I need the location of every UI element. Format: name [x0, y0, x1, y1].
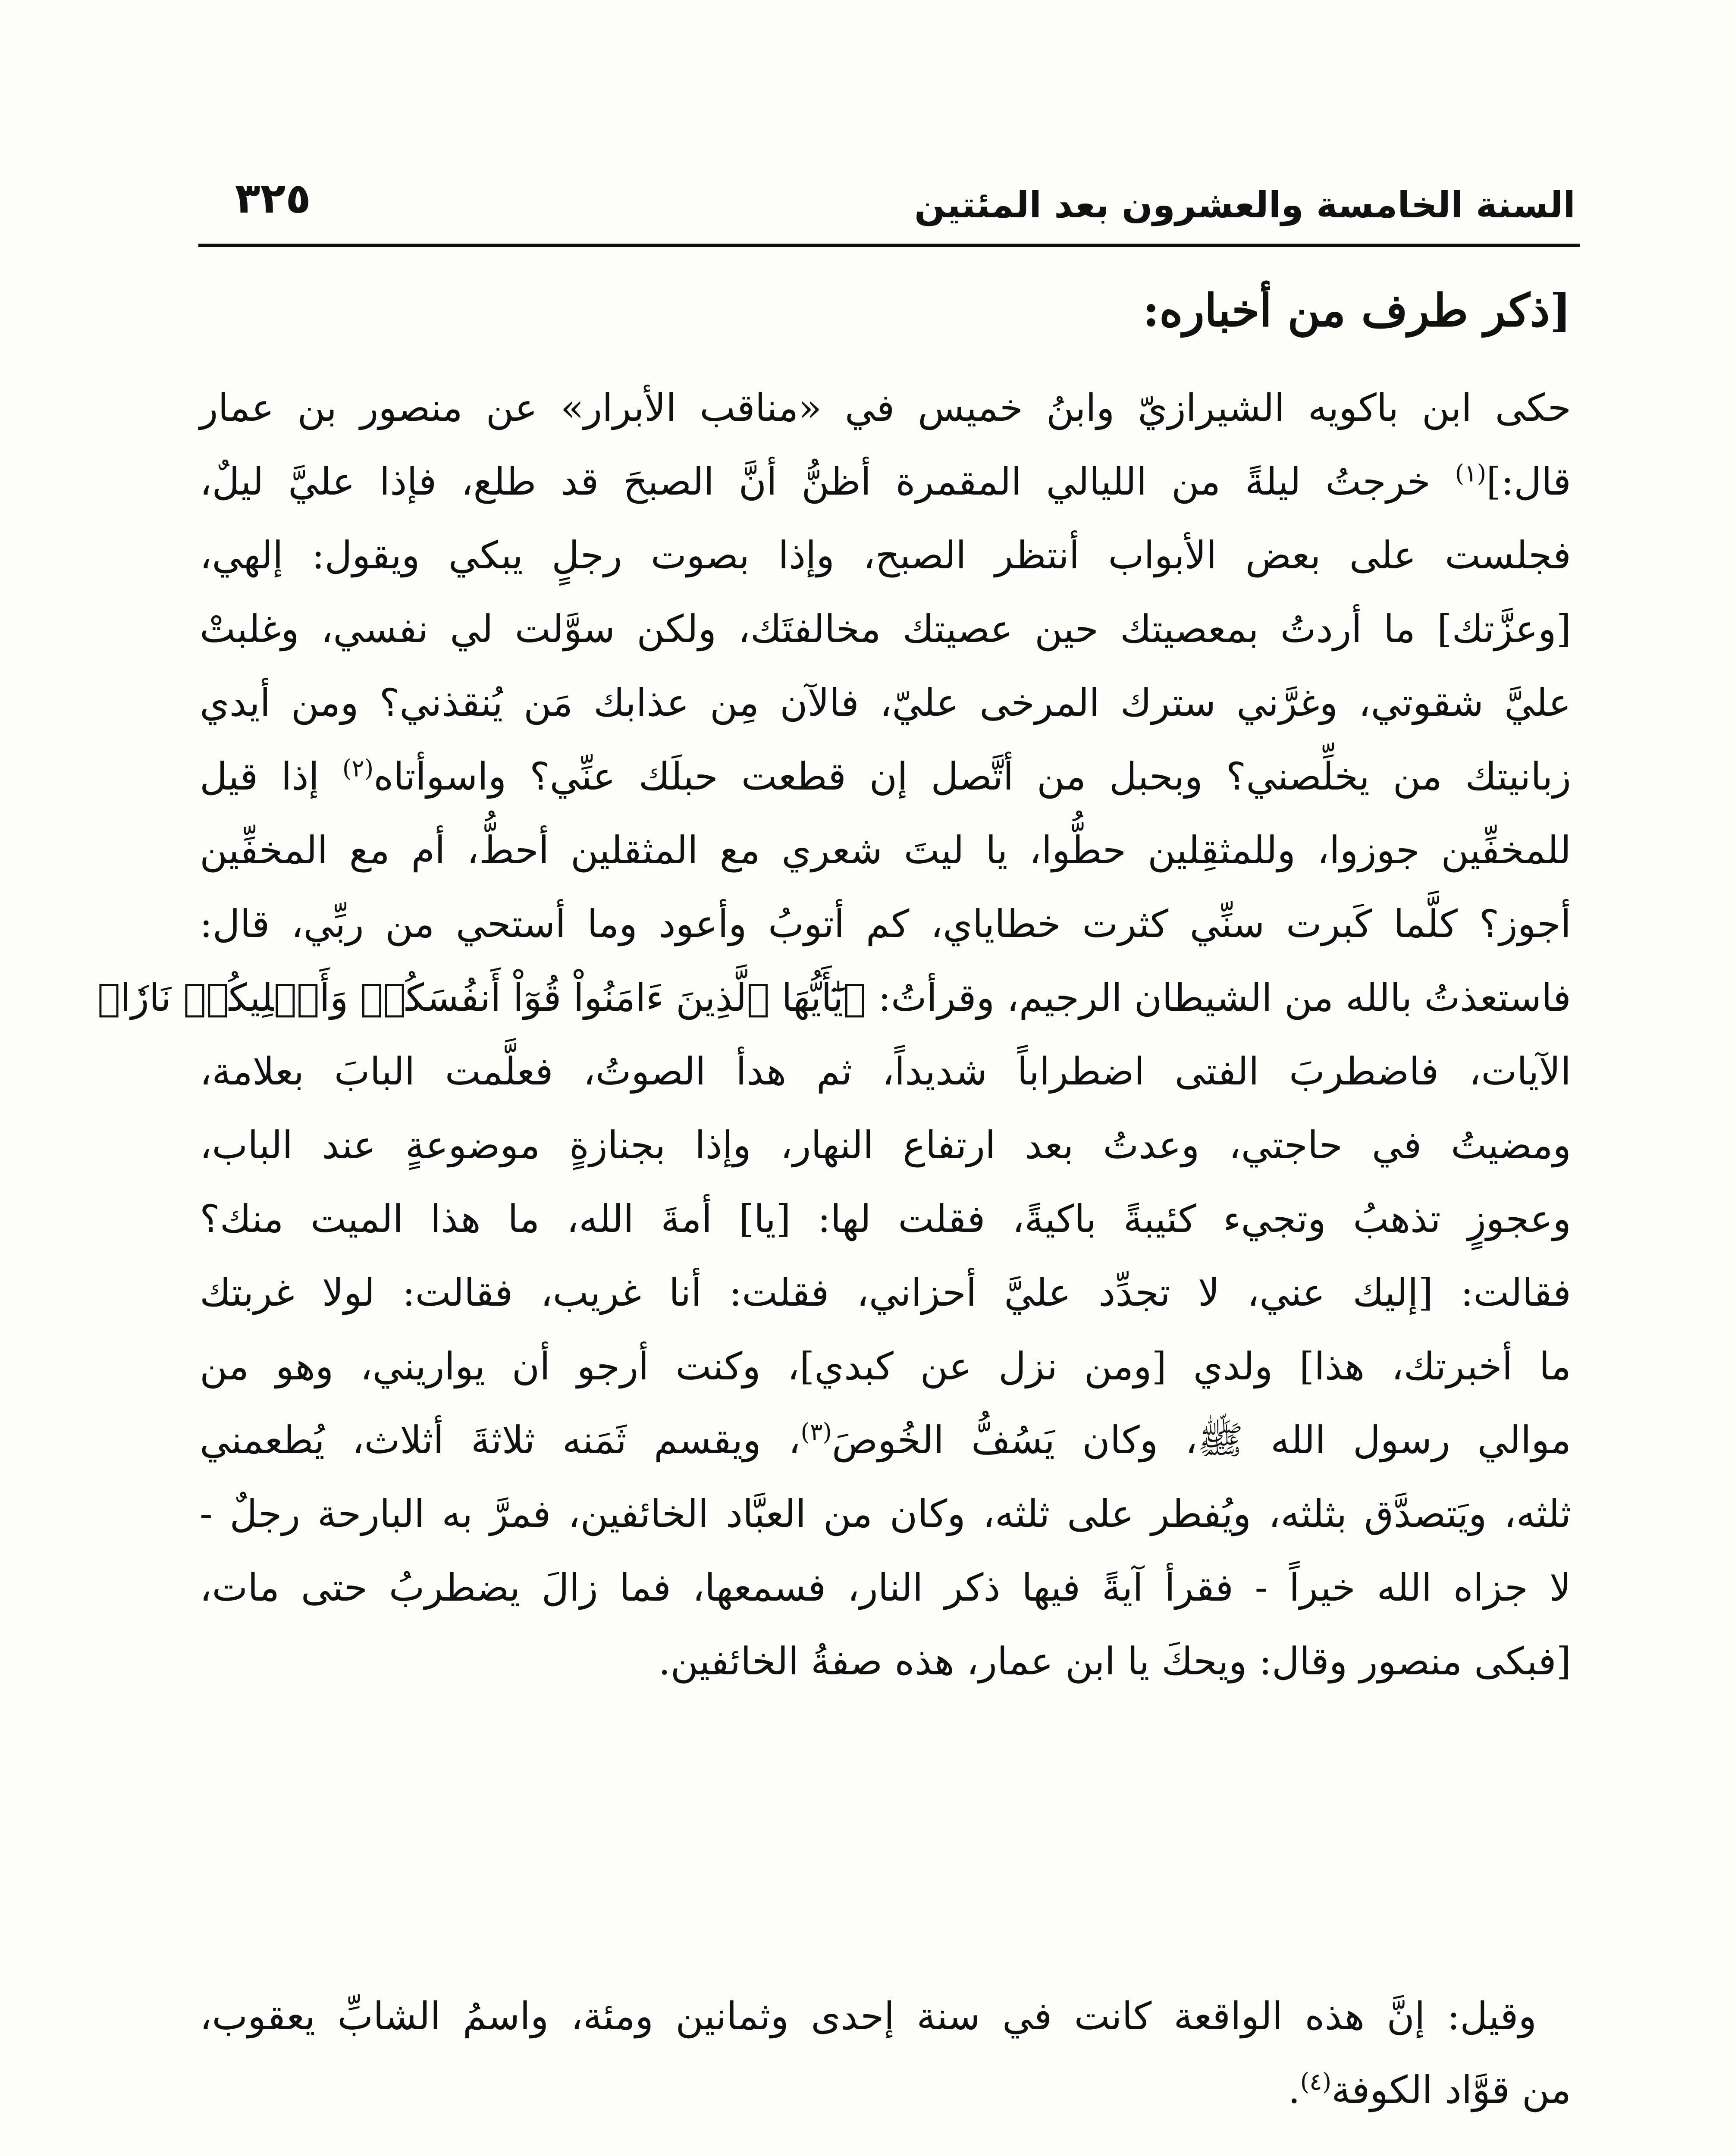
body-line: حكى ابن باكويه الشيرازيّ وابنُ خميس في «مناقب الأبرار» عن منصور بن عمار: [200, 385, 1571, 430]
header-rule: [198, 244, 1580, 247]
body-line-text: زبانيتك من يخلِّصني؟ وبحبل من أتَّصل إن قطعت حبلَك عنِّي؟ واسوأتاه: [373, 754, 1571, 799]
body-line: وقيل: إنَّ هذه الواقعة كانت في سنة إحدى وثمانين ومئة، واسمُ الشابِّ يعقوب،: [200, 1994, 1537, 2038]
body-line: [200, 445, 1571, 518]
body-line: [200, 1403, 1571, 1477]
quran-verse-line: فاستعذتُ بالله من الشيطان الرجيم، وقرأتُ: ﴿يَٰٓأَيُّهَا ٱلَّذِينَ ءَامَنُواْ قُوٓاْ أَنفُسَكُمۡ وَأَهۡلِيكُمۡ نَارٗا﴾: [97, 975, 1571, 1020]
body-line: ومضيتُ في حاجتي، وعدتُ بعد ارتفاع النهار، وإذا بجنازةٍ موضوعةٍ عند الباب،: [200, 1123, 1571, 1167]
running-title: السنة الخامسة والعشرون بعد المئتين: [914, 184, 1575, 226]
body-line: ثلثه، ويَتصدَّق بثلثه، ويُفطر على ثلثه، وكان من العبَّاد الخائفين، فمرَّ به البارحة رجلٌ -: [200, 1492, 1571, 1536]
body-line: فقالت: [إليك عني، لا تجدِّد عليَّ أحزاني، فقلت: أنا غريب، فقالت: لولا غربتك: [200, 1270, 1571, 1315]
body-line-end: .: [1288, 2068, 1300, 2112]
body-line: ما أخبرتك، هذا] ولدي [ومن نزل عن كبدي]، وكنت أرجو أن يواريني، وهو من: [200, 1344, 1571, 1388]
body-line: أجوز؟ كلَّما كَبرت سنِّي كثرت خطاياي، كم أتوبُ وأعود وما أستحي من ربِّي، قال:: [200, 902, 1571, 946]
body-line: [200, 740, 1571, 813]
body-line: عليَّ شقوتي، وغرَّني سترك المرخى عليّ، فالآن مِن عذابك مَن يُنقذني؟ ومن أيدي: [200, 680, 1571, 725]
body-line: [وعزَّتك] ما أردتُ بمعصيتك حين عصيتك مخالفتَك، ولكن سوَّلت لي نفسي، وغلبتْ: [200, 607, 1571, 651]
footnote-mark-4: (٤): [1300, 2068, 1332, 2096]
second-paragraph: [200, 1979, 1571, 2127]
body-line-text: موالي رسول الله ﷺ، وكان يَسُفُّ الخُوصَ: [831, 1418, 1571, 1462]
body-line-text: إذا قيل: [200, 754, 320, 799]
body-line: للمخفِّين جوزوا، وللمثقِلين حطُّوا، يا ليتَ شعري مع المثقلين أحطُّ، أم مع المخفِّين: [200, 828, 1571, 872]
body-line: لا جزاه الله خيراً - فقرأ آيةً فيها ذكر النار، فسمعها، فما زالَ يضطربُ حتى مات،: [200, 1565, 1571, 1610]
body-line-text: ، ويقسم ثَمَنه ثلاثةَ أثلاث، يُطعمني: [200, 1418, 801, 1462]
footnote-mark-2: (٢): [342, 754, 374, 782]
body-line-text: من قوَّاد الكوفة: [1331, 2068, 1571, 2112]
body-line-text: خرجتُ ليلةً من الليالي المقمرة أظنُّ أنَّ الصبحَ قد طلع، فإذا عليَّ ليلٌ،: [200, 459, 1431, 504]
section-heading: [ذكر طرف من أخباره:: [1142, 284, 1571, 337]
main-paragraph: [97, 371, 1571, 1698]
footnote-mark-3: (٣): [800, 1418, 832, 1446]
page-number: ٣٢٥: [235, 174, 311, 222]
body-line: الآيات، فاضطربَ الفتى اضطراباً شديداً، ثم هدأ الصوتُ، فعلَّمت البابَ بعلامة،: [200, 1049, 1571, 1094]
body-line: وعجوزٍ تذهبُ وتجيء كئيبةً باكيةً، فقلت لها: [يا] أمةَ الله، ما هذا الميت منك؟: [200, 1197, 1571, 1241]
body-line-prefix: قال:]: [1486, 459, 1571, 504]
body-line: فجلست على بعض الأبواب أنتظر الصبح، وإذا بصوت رجلٍ يبكي ويقول: إلهي،: [200, 533, 1571, 577]
body-line: [200, 2053, 1571, 2127]
footnote-mark-1: (١): [1455, 459, 1487, 487]
body-line: [فبكى منصور وقال: ويحكَ يا ابن عمار، هذه صفةُ الخائفين.: [658, 1639, 1571, 1683]
